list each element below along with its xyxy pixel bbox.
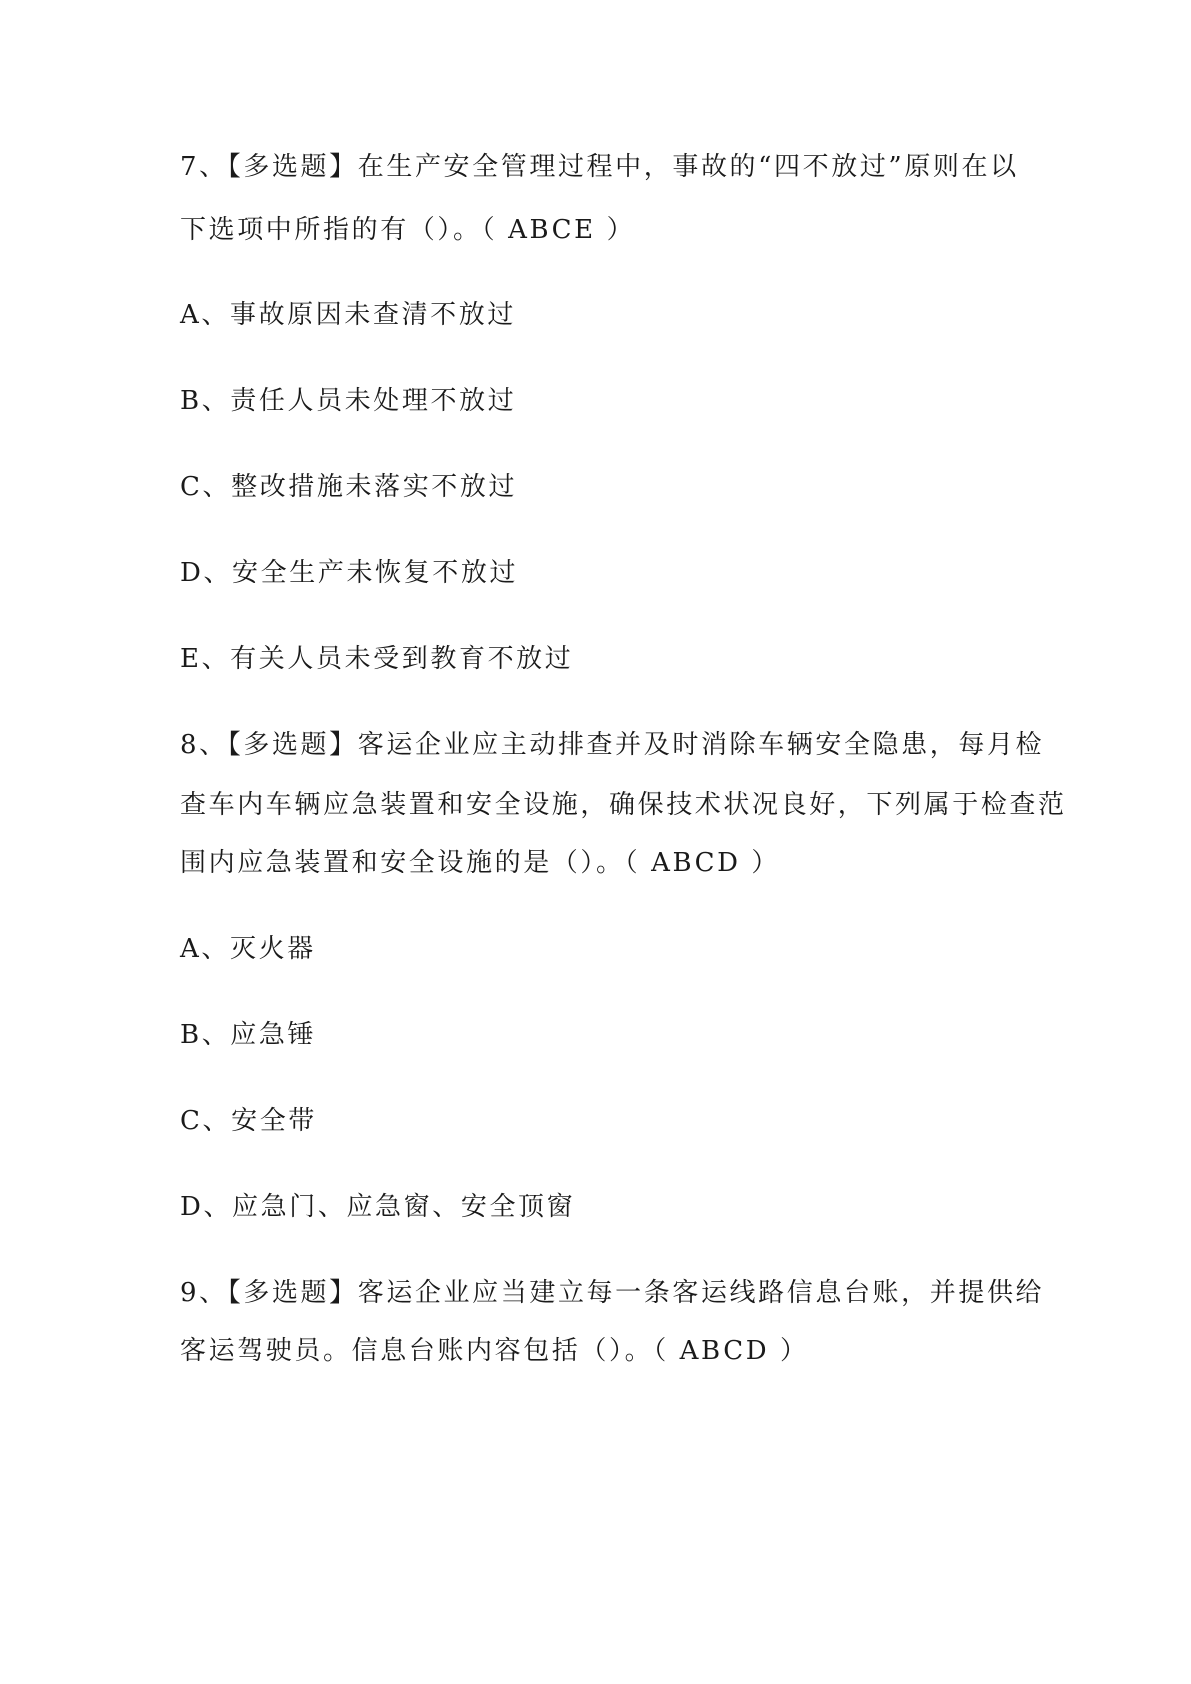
question-7-option-e: E、有关人员未受到教育不放过 — [180, 644, 574, 674]
question-8-option-c: C、安全带 — [180, 1106, 317, 1136]
question-7-option-b: B、责任人员未处理不放过 — [180, 386, 517, 416]
question-7-option-a: A、事故原因未查清不放过 — [180, 300, 516, 330]
question-9-line-1: 9、【多选题】客运企业应当建立每一条客运线路信息台账，并提供给 — [180, 1278, 1045, 1308]
question-8-option-a: A、灭火器 — [180, 934, 316, 964]
question-8-option-b: B、应急锤 — [180, 1020, 317, 1050]
question-7-line-2: 下选项中所指的有（）。（ ABCE ） — [180, 215, 636, 245]
question-7-line-1: 7、【多选题】在生产安全管理过程中，事故的“四不放过”原则在以 — [180, 152, 1019, 182]
question-8-line-2: 查车内车辆应急装置和安全设施，确保技术状况良好，下列属于检查范 — [180, 790, 1067, 820]
question-8-line-1: 8、【多选题】客运企业应主动排查并及时消除车辆安全隐患，每月检 — [180, 730, 1045, 760]
question-7-option-d: D、安全生产未恢复不放过 — [180, 558, 519, 588]
question-9-line-2: 客运驾驶员。信息台账内容包括（）。（ ABCD ） — [180, 1336, 809, 1366]
question-8-option-d: D、应急门、应急窗、安全顶窗 — [180, 1192, 576, 1222]
question-7-option-c: C、整改措施未落实不放过 — [180, 472, 518, 502]
question-8-line-3: 围内应急装置和安全设施的是（）。（ ABCD ） — [180, 848, 781, 878]
